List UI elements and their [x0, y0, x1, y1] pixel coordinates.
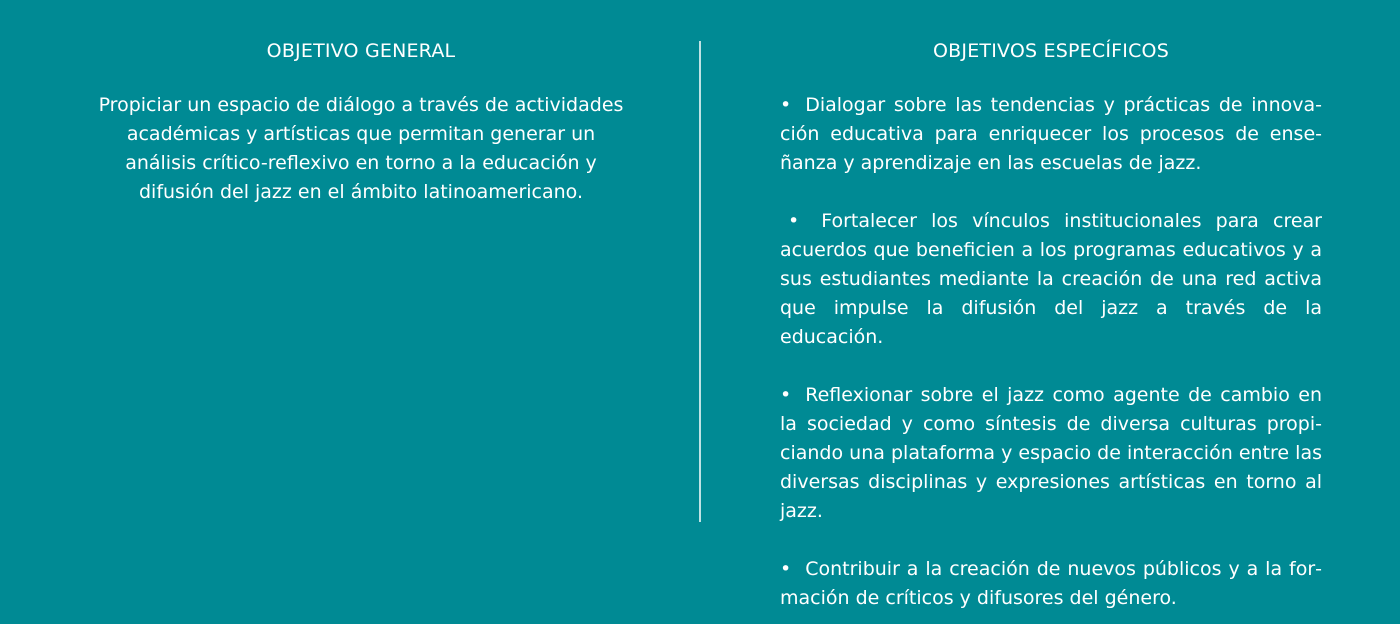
general-objective-text: Propiciar un espacio de diálogo a través de actividades académicas y artísticas que permitan generar un análisis crítico-reflexivo en torno a la educación y difusión del jazz en el ámbito latinoamericano. [98, 94, 624, 203]
specific-objective-text: Dialogar sobre las tendencias y prácticas de innovación educativa para enriquecer los procesos de enseñanza y aprendizaje en las escuelas de jazz. [780, 94, 1322, 174]
specific-objectives-section [780, 38, 1322, 613]
specific-objectives-list [780, 91, 1322, 613]
column-divider [699, 41, 701, 522]
general-objective-title: OBJETIVO GENERAL [266, 40, 456, 62]
general-objective-section [92, 38, 630, 207]
specific-objective-item [780, 91, 1322, 178]
specific-objective-item [780, 381, 1322, 526]
bullet-icon: • [788, 210, 800, 232]
bullet-icon: • [780, 558, 792, 580]
bullet-icon: • [780, 94, 792, 116]
specific-objective-text: Contribuir a la creación de nuevos públicos y a la formación de críticos y difusores del género. [780, 558, 1322, 609]
specific-objective-text: Reflexionar sobre el jazz como agente de cambio en la sociedad y como síntesis de diversa culturas propiciando una plataforma y espacio de interacción entre las diversas disciplinas y expresiones artísticas en torno al jazz. [780, 384, 1322, 522]
specific-objective-item [780, 207, 1322, 352]
specific-objective-text: Fortalecer los vínculos institucionales para crear acuerdos que beneficien a los programas educativos y a sus estudiantes mediante la creación de una red activa que impulse la difusión del jazz a través de la educación. [780, 210, 1322, 348]
specific-objectives-title: OBJETIVOS ESPECÍFICOS [933, 40, 1169, 62]
bullet-icon: • [780, 384, 792, 406]
specific-objective-item [780, 555, 1322, 613]
